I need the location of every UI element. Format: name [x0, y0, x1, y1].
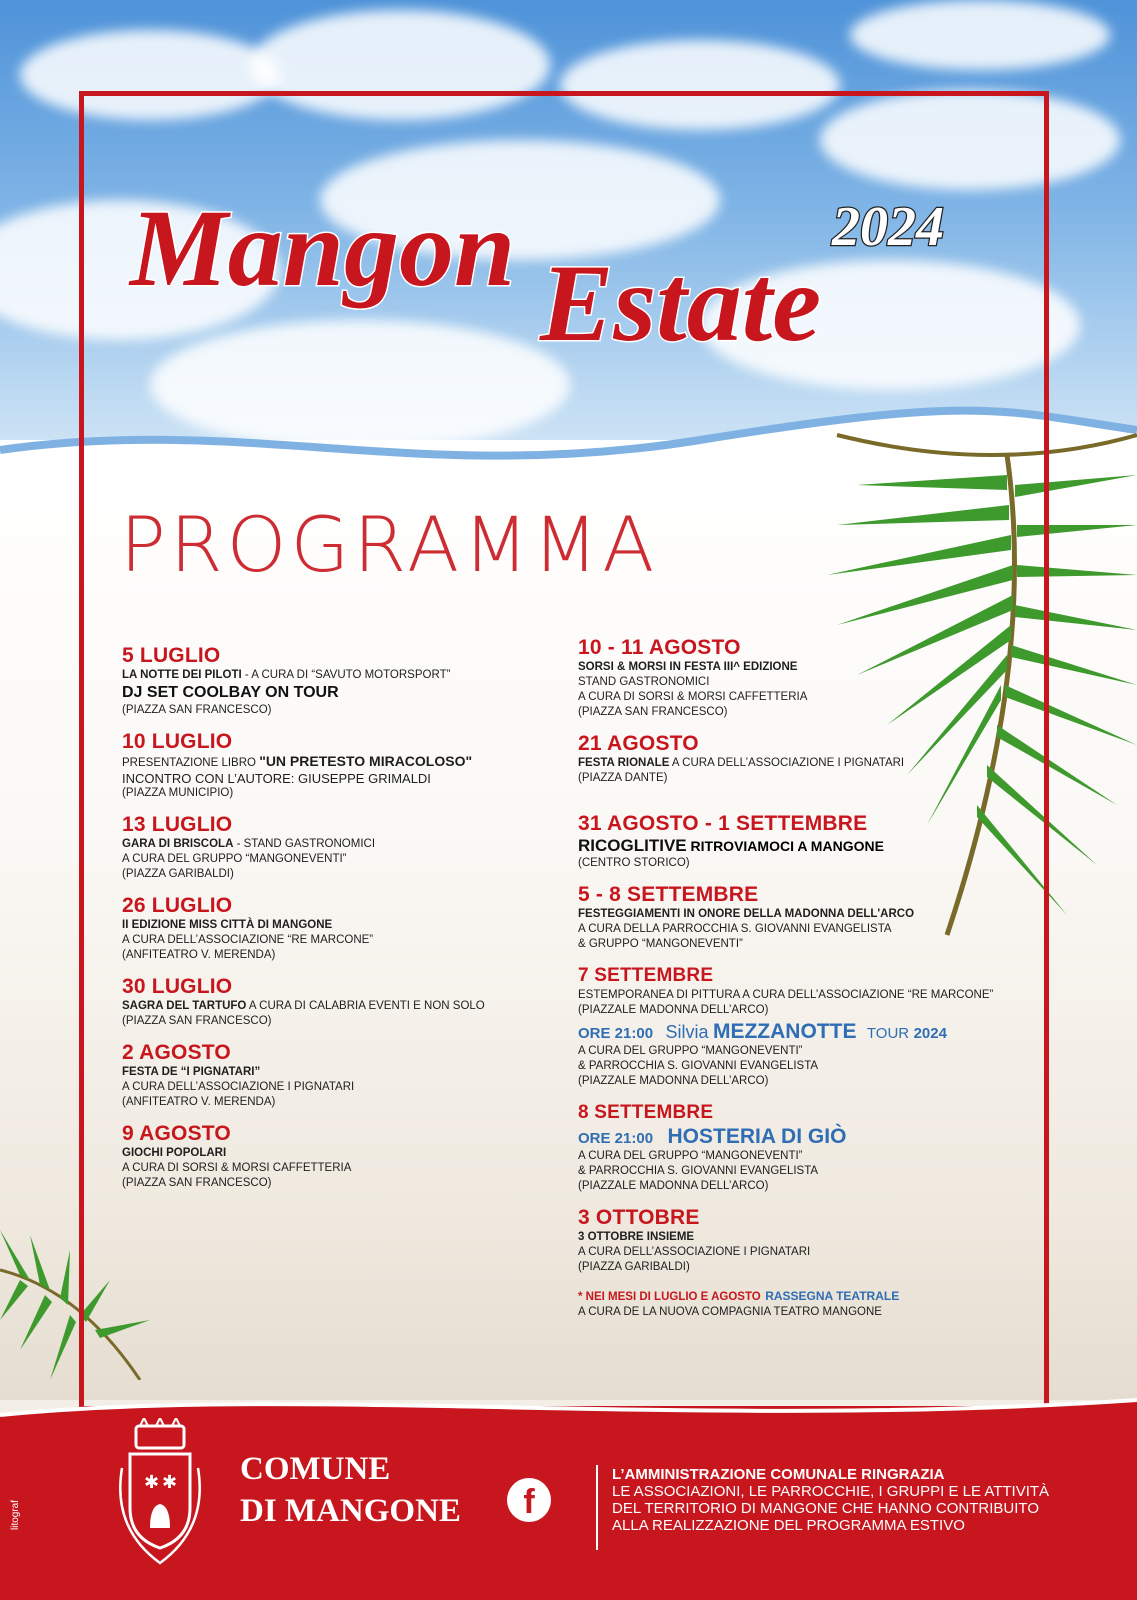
- event-date: 5 LUGLIO: [122, 644, 221, 667]
- event-item: 10 LUGLIO PRESENTAZIONE LIBRO "UN PRETESTO MIRACOLOSO" INCONTRO CON L’AUTORE: GIUSEPPE GRIMALDI (PIAZZA MUNICIPIO): [122, 730, 542, 801]
- event-date: 26 LUGLIO: [122, 894, 233, 917]
- event-item: 2 AGOSTO FESTA DE “I PIGNATARI” A CURA DELL’ASSOCIAZIONE I PIGNATARI (ANFITEATRO V. MERENDA): [122, 1041, 542, 1110]
- title-word-mangon: Mangon: [130, 190, 516, 309]
- event-item: 7 SETTEMBRE ESTEMPORANEA DI PITTURA A CURA DELL’ASSOCIAZIONE “RE MARCONE” (PIAZZALE MADONNA DELL’ARCO) ORE 21:00 Silvia MEZZANOTTE TOUR 2024 A CURA DEL GRUPPO “MANGONEVENTI” & PARROCCHIA S. GIOVANNI EVANGELISTA (PIAZZALE MADONNA DELL’ARCO): [578, 964, 1048, 1089]
- footer-divider: [596, 1465, 598, 1550]
- title-word-estate: Estate: [540, 242, 822, 360]
- event-item: 26 LUGLIO II EDIZIONE MISS CITTÀ DI MANGONE A CURA DELL’ASSOCIAZIONE “RE MARCONE” (ANFITEATRO V. MERENDA): [122, 894, 542, 963]
- svg-text:✱: ✱: [162, 1472, 178, 1493]
- event-item: 21 AGOSTO FESTA RIONALE A CURA DELL’ASSOCIAZIONE I PIGNATARI (PIAZZA DANTE): [578, 732, 1048, 786]
- event-date: 10 - 11 AGOSTO: [578, 636, 741, 659]
- event-item: 3 OTTOBRE 3 OTTOBRE INSIEME A CURA DELL’ASSOCIAZIONE I PIGNATARI (PIAZZA GARIBALDI): [578, 1206, 1048, 1275]
- event-item: 13 LUGLIO GARA DI BRISCOLA - STAND GASTRONOMICI A CURA DEL GRUPPO “MANGONEVENTI” (PIAZZA GARIBALDI): [122, 813, 542, 882]
- event-date: 2 AGOSTO: [122, 1041, 231, 1064]
- event-item: 10 - 11 AGOSTO SORSI & MORSI IN FESTA III^ EDIZIONE STAND GASTRONOMICI A CURA DI SORSI & MORSI CAFFETTERIA (PIAZZA SAN FRANCESCO): [578, 636, 1048, 720]
- event-item: 9 AGOSTO GIOCHI POPOLARI A CURA DI SORSI & MORSI CAFFETTERIA (PIAZZA SAN FRANCESCO): [122, 1122, 542, 1191]
- printer-credit: litograf: [10, 1499, 21, 1530]
- event-date: 10 LUGLIO: [122, 730, 233, 753]
- event-item: 30 LUGLIO SAGRA DEL TARTUFO A CURA DI CALABRIA EVENTI E NON SOLO (PIAZZA SAN FRANCESCO): [122, 975, 542, 1029]
- right-event-list: [578, 636, 1048, 1332]
- event-item: 8 SETTEMBRE ORE 21:00 HOSTERIA DI GIÒ A CURA DEL GRUPPO “MANGONEVENTI” & PARROCCHIA S. GIOVANNI EVANGELISTA (PIAZZALE MADONNA DELL’ARCO): [578, 1101, 1048, 1194]
- svg-text:✱: ✱: [144, 1472, 160, 1493]
- event-item: 5 LUGLIO LA NOTTE DEI PILOTI - A CURA DI “SAVUTO MOTORSPORT” DJ SET COOLBAY ON TOUR (PIAZZA SAN FRANCESCO): [122, 644, 542, 718]
- event-item: 5 - 8 SETTEMBRE FESTEGGIAMENTI IN ONORE DELLA MADONNA DELL'ARCO A CURA DELLA PARROCCHIA S. GIOVANNI EVANGELISTA & GRUPPO “MANGONEVENTI”: [578, 883, 1048, 952]
- title-year: 2024: [832, 196, 944, 258]
- municipality-name: COMUNE DI MANGONE: [240, 1451, 461, 1529]
- event-date: 3 OTTOBRE: [578, 1206, 700, 1229]
- event-date: 21 AGOSTO: [578, 732, 699, 755]
- event-date: 9 AGOSTO: [122, 1122, 231, 1145]
- event-date: 31 AGOSTO - 1 SETTEMBRE: [578, 812, 868, 835]
- facebook-icon[interactable]: f: [507, 1478, 551, 1522]
- event-date: 7 SETTEMBRE: [578, 965, 714, 986]
- event-title: [120, 190, 1020, 360]
- event-date: 8 SETTEMBRE: [578, 1102, 714, 1123]
- coat-of-arms-icon: [112, 1418, 208, 1568]
- programma-heading: PROGRAMMA: [120, 500, 659, 589]
- event-item: 31 AGOSTO - 1 SETTEMBRE RICOGLITIVE RITROVIAMOCI A MANGONE (CENTRO STORICO): [578, 812, 1048, 871]
- event-date: 30 LUGLIO: [122, 975, 233, 998]
- event-date: 5 - 8 SETTEMBRE: [578, 883, 759, 906]
- left-event-list: [122, 644, 542, 1203]
- theatre-note: * NEI MESI DI LUGLIO E AGOSTO RASSEGNA TEATRALE A CURA DE LA NUOVA COMPAGNIA TEATRO MANGONE: [578, 1289, 900, 1318]
- thanks-text: L’AMMINISTRAZIONE COMUNALE RINGRAZIA LE ASSOCIAZIONI, LE PARROCCHIE, I GRUPPI E LE ATTIVITÀ DEL TERRITORIO DI MANGONE CHE HANNO CONTRIBUITO ALLA REALIZZAZIONE DEL PROGRAMMA ESTIVO: [612, 1466, 1050, 1534]
- event-date: 13 LUGLIO: [122, 813, 233, 836]
